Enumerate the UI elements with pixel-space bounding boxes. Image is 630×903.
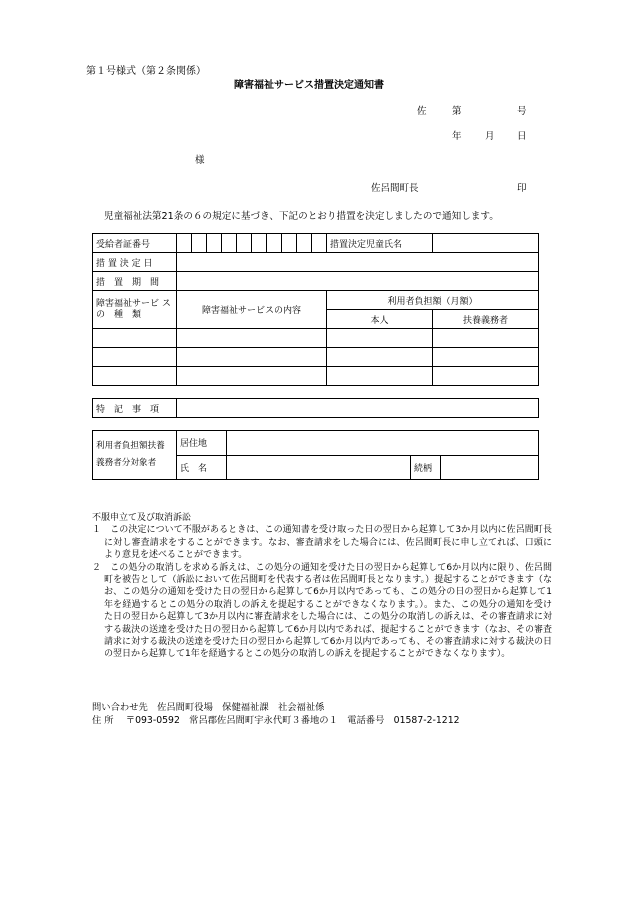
relation-value xyxy=(441,455,539,480)
doc-number-dai: 第 xyxy=(452,106,462,117)
period-label: 措 置 期 間 xyxy=(93,272,177,291)
note-2: ２ この処分の取消しを求める訴えは、この処分の通知を受けた日の翌日から起算して6か月以内に限り、佐呂間町を被告として（訴訟において佐呂間町を代表する者は佐呂間町長となります。）提起することができます（なお、この処分の通知を受けた日の翌日から起算して6か月以内であっても、この処分の日の翌日から起算して1年を経過するとこの処分の取消しの訴えを提起することができなくなります。）。また、この処分の通知を受けた日の翌日から起算して3か月以内に審査請求をした場合には、この処分の取消しの訴えは、その審査請求に対する裁決の送達を受けた日の翌日から起算して6か月以内であれば、提起することができます（なお、その審査請求に対する裁決の送達を受けた日の翌日から起算して6か月以内であっても、その審査請求に対する裁決の日の翌日から起算して1年を経過するとこの処分の取消しの訴えを提起することができなくなります）。 xyxy=(92,562,552,660)
doc-number-sa: 佐 xyxy=(417,106,427,117)
service-type-header: 障害福祉サービ ス の 種 類 xyxy=(93,291,177,329)
table-row xyxy=(93,348,539,367)
decision-date-value xyxy=(177,253,539,272)
child-name-label: 措置決定児童氏名 xyxy=(327,234,433,253)
period-value xyxy=(177,272,539,291)
table-row xyxy=(93,329,539,348)
remarks-value xyxy=(177,399,539,418)
contact-line-2: 住 所 〒093-0592 常呂郡佐呂間町宇永代町３番地の１ 電話番号 01587-2-1212 xyxy=(92,715,460,726)
address-label: 居住地 xyxy=(177,431,227,456)
form-label: 第１号様式（第２条関係） xyxy=(86,66,206,77)
decision-table xyxy=(92,233,539,386)
date-month: 月 xyxy=(485,131,495,142)
document-title: 障害福祉サービス措置決定通知書 xyxy=(234,80,384,91)
date-year: 年 xyxy=(452,131,462,142)
issuer-name: 佐呂間町長 xyxy=(371,183,419,194)
guardian-header: 扶養義務者 xyxy=(433,310,539,329)
user-burden-header: 利用者負担額（月額） xyxy=(327,291,539,310)
appeal-notes xyxy=(92,512,552,661)
contact-line-1: 問い合わせ先 佐呂間町役場 保健福祉課 社会福祉係 xyxy=(92,702,325,713)
seal-mark: 印 xyxy=(517,183,527,194)
name-label: 氏 名 xyxy=(177,455,227,480)
recipient-number-boxes xyxy=(177,234,327,253)
note-1: １ この決定について不服があるときは、この通知書を受け取った日の翌日から起算して3か月以内に佐呂間町長に対し審査請求をすることができます。なお、審査請求をした場合には、佐呂間町長に申し立てれば、口頭により意見を述べることができます。 xyxy=(92,525,552,561)
guardian-target-label: 利用者負担額扶養義務者分対象者 xyxy=(93,431,177,480)
child-name-value xyxy=(433,234,539,253)
guardian-table xyxy=(92,430,539,480)
name-value xyxy=(227,455,411,480)
notes-heading: 不服申立て及び取消訴訟 xyxy=(92,513,192,523)
remarks-label: 特 記 事 項 xyxy=(93,399,177,418)
recipient-number-label: 受給者証番号 xyxy=(93,234,177,253)
service-content-header: 障害福祉サービスの内容 xyxy=(177,291,327,329)
date-day: 日 xyxy=(517,131,527,142)
doc-number-go: 号 xyxy=(517,106,527,117)
address-value xyxy=(227,431,539,456)
addressee-sama: 様 xyxy=(195,155,205,166)
relation-label: 続柄 xyxy=(411,455,441,480)
intro-text: 児童福祉法第21条の６の規定に基づき、下記のとおり措置を決定しましたので通知します。 xyxy=(104,211,499,222)
table-row xyxy=(93,367,539,386)
self-header: 本人 xyxy=(327,310,433,329)
decision-date-label: 措 置 決 定 日 xyxy=(93,253,177,272)
remarks-table xyxy=(92,398,539,418)
